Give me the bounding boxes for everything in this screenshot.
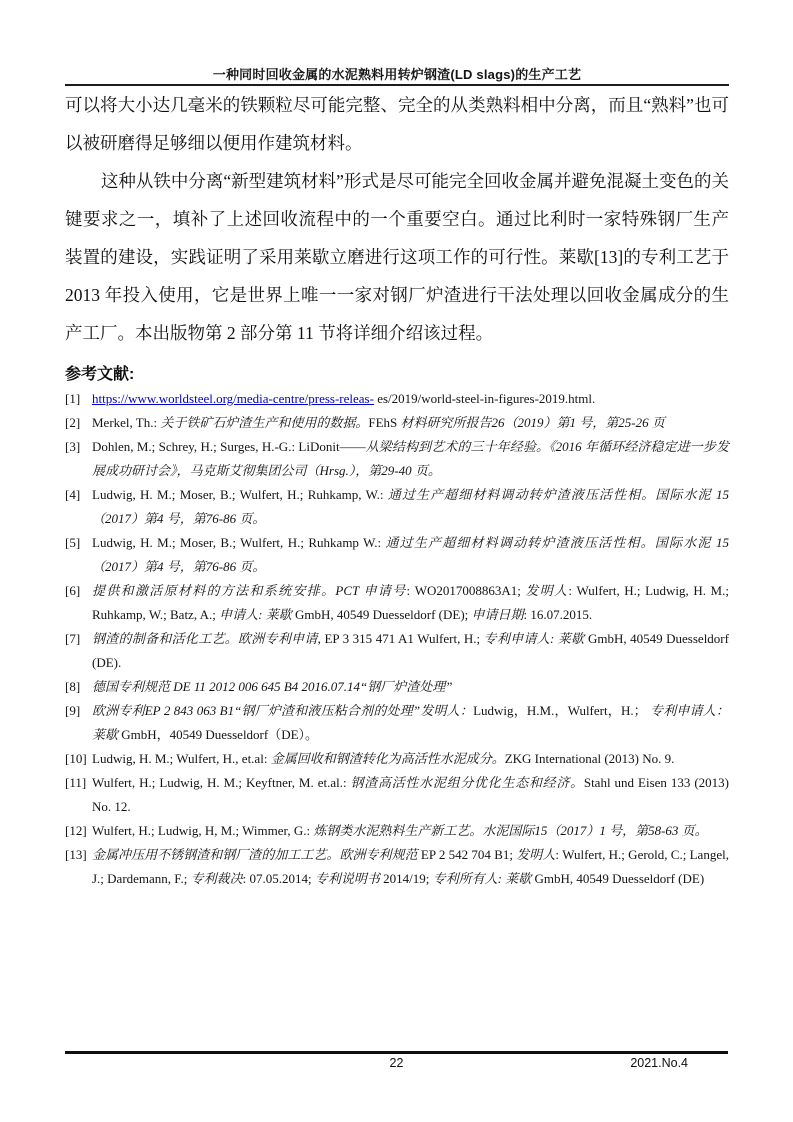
issue-label: 2021.No.4 <box>630 1056 688 1070</box>
reference-text: : Wulfert, H.; Ludwig, H. M.; Ruhkamp, W.; Batz, A.; <box>92 583 729 622</box>
reference-text: Ludwig，H.M.，Wulfert，H.； <box>473 703 651 718</box>
reference-text: Ludwig, H. M.; Moser, B.; Wulfert, H.; Ruhkamp W.: <box>92 535 386 550</box>
reference-text: : WO2017008863A1; <box>406 583 526 598</box>
reference-number: [13] <box>65 847 87 862</box>
reference-text: GmbH, 40549 Duesseldorf (DE) <box>531 871 705 886</box>
reference-text: 关于铁矿石炉渣生产和使用的数据。 <box>160 415 369 430</box>
reference-number: [7] <box>65 631 81 646</box>
reference-text: Ludwig, H. M.; Moser, B.; Wulfert, H.; Ruhkamp, W.: <box>92 487 388 502</box>
reference-text: Merkel, Th.: <box>92 415 161 430</box>
reference-text: 从梁结构到艺术的三十年经验。《2016 年循环经济稳定进一步发展成功研讨会》，马克斯艾彻集团公司（Hrsg.），第29-40 页。 <box>92 439 729 478</box>
reference-number: [6] <box>65 583 81 598</box>
reference-item <box>65 531 729 579</box>
reference-text: FEhS <box>368 415 401 430</box>
reference-number: [4] <box>65 487 81 502</box>
reference-text: 申请人: 莱歇 <box>219 607 292 622</box>
page-header-title: 一种同时回收金属的水泥熟料用转炉钢渣(LD slags)的生产工艺 <box>212 67 582 82</box>
reference-text: Dohlen, M.; Schrey, H.; Surges, H.-G.: LiDonit—— <box>92 439 366 454</box>
reference-item <box>65 627 729 675</box>
reference-item <box>65 771 729 819</box>
footer-rule <box>65 1051 728 1054</box>
reference-text: 专利裁决 <box>190 871 243 886</box>
reference-item <box>65 843 729 891</box>
reference-text: : 16.07.2015. <box>523 607 593 622</box>
reference-text: 材料研究所报告26（2019）第1 号，第25-26 页 <box>400 415 665 430</box>
reference-number: [1] <box>65 391 81 406</box>
reference-text: 专利申请人: 莱歇 <box>483 631 585 646</box>
reference-text: 通过生产超细材料调动转炉渣液压活性相。国际水泥 15（2017）第4 号，第76-86 页。 <box>92 487 729 526</box>
reference-text: 德国专利规范 DE 11 2012 006 645 B4 2016.07.14“钢厂炉渣处理” <box>92 679 453 694</box>
reference-text: 欧洲专利EP 2 843 063 B1“钢厂炉渣和液压粘合剂的处理”发明人： <box>92 703 474 718</box>
reference-text: Stahl und Eisen 133 (2013) No. 12. <box>92 775 729 814</box>
reference-item <box>65 411 729 435</box>
reference-text: es/2019/world-steel-in-figures-2019.html. <box>373 391 596 406</box>
references-list <box>65 387 729 891</box>
reference-item <box>65 747 729 771</box>
reference-text: 2014/19; <box>379 871 433 886</box>
reference-item <box>65 387 729 411</box>
reference-text: 钢渣的制备和活化工艺。欧洲专利申请 <box>92 631 318 646</box>
reference-text: : Wulfert, H.; Gerold, C.; Langel, J.; Dardemann, F.; <box>92 847 729 886</box>
reference-item <box>65 819 729 843</box>
reference-number: [10] <box>65 751 87 766</box>
reference-text: GmbH，40549 Duesseldorf（DE）。 <box>118 727 319 742</box>
reference-text: EP 2 542 704 B1; <box>417 847 517 862</box>
reference-text: GmbH, 40549 Duesseldorf (DE). <box>92 631 729 670</box>
reference-text: : 07.05.2014; <box>242 871 315 886</box>
reference-number: [2] <box>65 415 81 430</box>
reference-text: 专利说明书 <box>314 871 380 886</box>
reference-item <box>65 699 729 747</box>
page-header <box>65 66 729 86</box>
reference-text: 专利所有人: 莱歇 <box>432 871 532 886</box>
reference-text: 炼钢类水泥熟料生产新工艺。水泥国际15（2017）1 号，第58-63 页。 <box>313 823 708 838</box>
reference-number: [9] <box>65 703 81 718</box>
references-heading: 参考文献: <box>65 366 135 383</box>
reference-text: ZKG International (2013) No. 9. <box>504 751 675 766</box>
body-paragraph-2: 这种从铁中分离“新型建筑材料”形式是尽可能完全回收金属并避免混凝土变色的关键要求之一，填补了上述回收流程中的一个重要空白。通过比利时一家特殊钢厂生产装置的建设，实践证明了采用莱歇立磨进行这项工作的可行性。莱歇[13]的专利工艺于 2013 年投入使用，它是世界上唯一一家对钢厂炉渣进行干法处理以回收金属成分的生产工厂。本出版物第 2 部分第 11 节将详细介绍该过程。 <box>65 171 729 343</box>
reference-number: [5] <box>65 535 81 550</box>
page-number: 22 <box>389 1056 404 1070</box>
reference-item <box>65 483 729 531</box>
reference-item <box>65 675 729 699</box>
reference-text: , EP 3 315 471 A1 Wulfert, H.; <box>317 631 484 646</box>
reference-text: Wulfert, H.; Ludwig, H, M.; Wimmer, G.: <box>92 823 314 838</box>
reference-number: [11] <box>65 775 87 790</box>
reference-number: [8] <box>65 679 81 694</box>
body-paragraph-1: 可以将大小达几毫米的铁颗粒尽可能完整、完全的从类熟料相中分离，而且“熟料”也可以被研磨得足够细以便用作建筑材料。 <box>65 95 729 153</box>
reference-text: 金属冲压用不锈钢渣和钢厂渣的加工工艺。欧洲专利规范 <box>92 847 418 862</box>
reference-text: Wulfert, H.; Ludwig, H. M.; Keyftner, M. et.al.: <box>92 775 351 790</box>
reference-text: 发明人 <box>516 847 556 862</box>
reference-text: GmbH, 40549 Duesseldorf (DE); <box>291 607 472 622</box>
reference-item <box>65 435 729 483</box>
reference-link[interactable]: https://www.worldsteel.org/media-centre/press-releas- <box>92 391 374 406</box>
reference-text: Ludwig, H. M.; Wulfert, H., et.al: <box>92 751 271 766</box>
reference-text: 申请日期 <box>471 607 524 622</box>
reference-item <box>65 579 729 627</box>
reference-number: [12] <box>65 823 87 838</box>
reference-text: 发明人 <box>525 583 569 598</box>
reference-text: 钢渣高活性水泥组分优化生态和经济。 <box>350 775 584 790</box>
reference-text: 提供和激活原材料的方法和系统安排。PCT 申请号 <box>92 583 407 598</box>
reference-number: [3] <box>65 439 81 454</box>
reference-text: 金属回收和钢渣转化为高活性水泥成分。 <box>270 751 505 766</box>
reference-text: 通过生产超细材料调动转炉渣液压活性相。国际水泥 15（2017）第4 号，第76-86 页。 <box>92 535 729 574</box>
reference-text: 专利申请人：莱歇 <box>92 703 729 742</box>
